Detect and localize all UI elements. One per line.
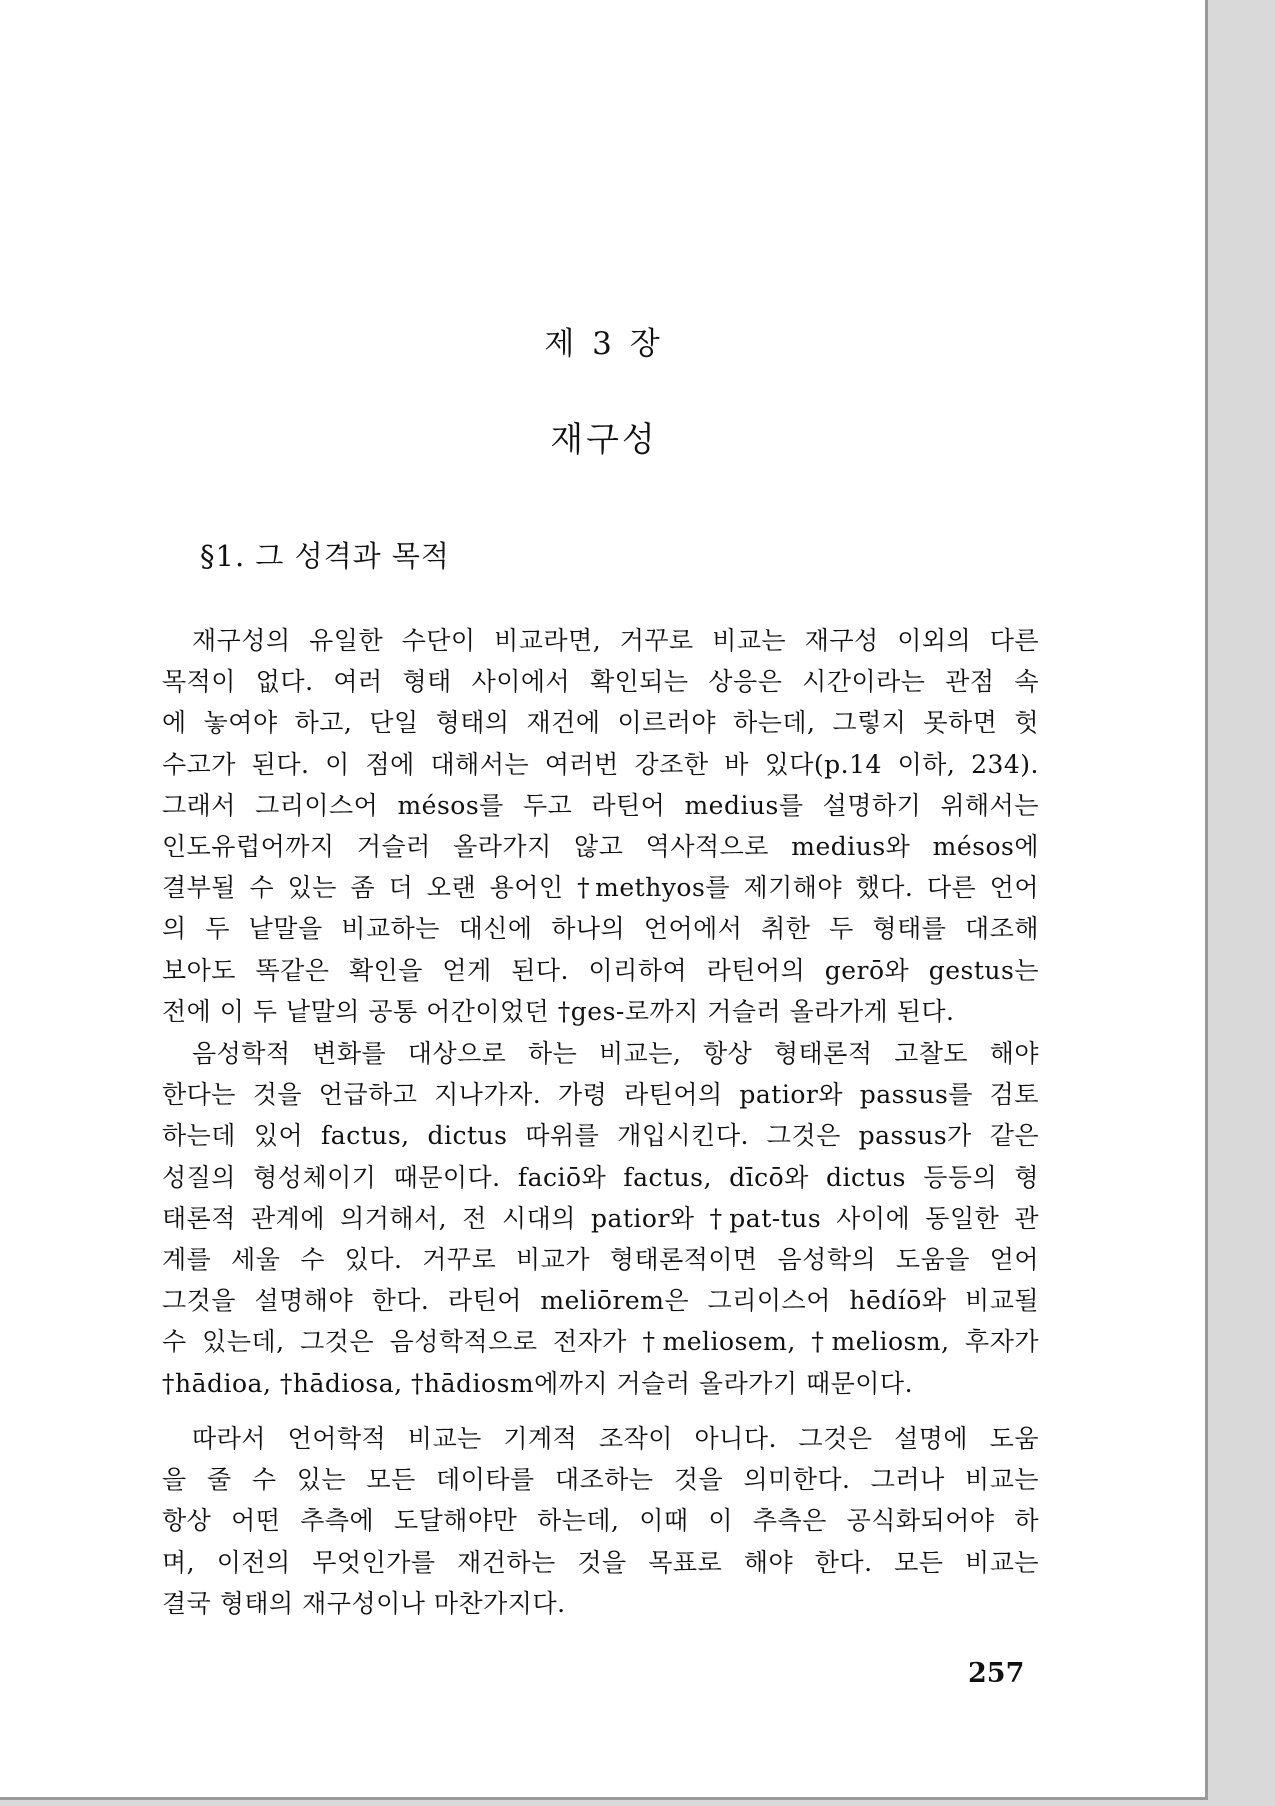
chapter-number: 제 3 장 <box>544 326 664 362</box>
paragraph-3 <box>162 1418 1039 1624</box>
chapter-title: 재구성 <box>550 420 658 460</box>
text-line: 따라서 언어학적 비교는 기계적 조작이 아니다. 그것은 설명에 도움 <box>192 1424 1039 1453</box>
text-line: 음성학적 변화를 대상으로 하는 비교는, 항상 형태론적 고찰도 해야 <box>192 1039 1039 1068</box>
text-line: 성질의 형성체이기 때문이다. faciō와 factus, dīcō와 dictus 등등의 형 <box>162 1162 1039 1192</box>
text-line: 항상 어떤 추측에 도달해야만 하는데, 이때 이 추측은 공식화되어야 하 <box>162 1506 1039 1536</box>
text-line: 결부될 수 있는 좀 더 오랜 용어인 †methyos를 제기해야 했다. 다른 언어 <box>162 873 1039 903</box>
text-line: 재구성의 유일한 수단이 비교라면, 거꾸로 비교는 재구성 이외의 다른 <box>192 626 1039 655</box>
text-line: 그것을 설명해야 한다. 라틴어 meliōrem은 그리이스어 hēdíō와 비교될 <box>162 1286 1039 1316</box>
text-line: 을 줄 수 있는 모든 데이타를 대조하는 것을 의미한다. 그러나 비교는 <box>162 1465 1039 1495</box>
text-line: 수 있는데, 그것은 음성학적으로 전자가 †meliosem, †meliosm, 후자가 <box>162 1327 1039 1357</box>
section-heading: §1. 그 성격과 목적 <box>200 539 450 573</box>
text-line: 수고가 된다. 이 점에 대해서는 여러번 강조한 바 있다(p.14 이하, 234). <box>162 749 1039 779</box>
text-line: 며, 이전의 무엇인가를 재건하는 것을 목표로 해야 한다. 모든 비교는 <box>162 1547 1039 1577</box>
page-number: 257 <box>968 1658 1025 1689</box>
text-line: 보아도 똑같은 확인을 얻게 된다. 이리하여 라틴어의 gerō와 gestus는 <box>162 955 1039 985</box>
text-line: 한다는 것을 언급하고 지나가자. 가령 라틴어의 patior와 passus를 검토 <box>162 1080 1039 1110</box>
text-line: 목적이 없다. 여러 형태 사이에서 확인되는 상응은 시간이라는 관점 속 <box>162 667 1039 697</box>
text-line: 의 두 낱말을 비교하는 대신에 하나의 언어에서 취한 두 형태를 대조해 <box>162 914 1039 944</box>
text-line: †hādioa, †hādiosa, †hādiosm에까지 거슬러 올라가기 때문이다. <box>162 1368 914 1398</box>
paragraph-1 <box>162 620 1039 1032</box>
text-line: 결국 형태의 재구성이나 마찬가지다. <box>162 1588 566 1618</box>
text-line: 인도유럽어까지 거슬러 올라가지 않고 역사적으로 medius와 mésos에 <box>162 831 1039 861</box>
text-line: 전에 이 두 낱말의 공통 어간이었던 †ges-로까지 거슬러 올라가게 된다. <box>162 996 955 1026</box>
text-line: 에 놓여야 하고, 단일 형태의 재건에 이르러야 하는데, 그렇지 못하면 헛 <box>162 708 1039 738</box>
paragraph-2 <box>162 1033 1039 1404</box>
text-line: 그래서 그리이스어 mésos를 두고 라틴어 medius를 설명하기 위해서는 <box>162 790 1039 820</box>
text-line: 하는데 있어 factus, dictus 따위를 개입시킨다. 그것은 passus가 같은 <box>162 1121 1039 1151</box>
text-line: 계를 세울 수 있다. 거꾸로 비교가 형태론적이면 음성학의 도움을 얻어 <box>162 1244 1039 1274</box>
text-line: 태론적 관계에 의거해서, 전 시대의 patior와 †pat-tus 사이에 동일한 관 <box>162 1203 1039 1233</box>
